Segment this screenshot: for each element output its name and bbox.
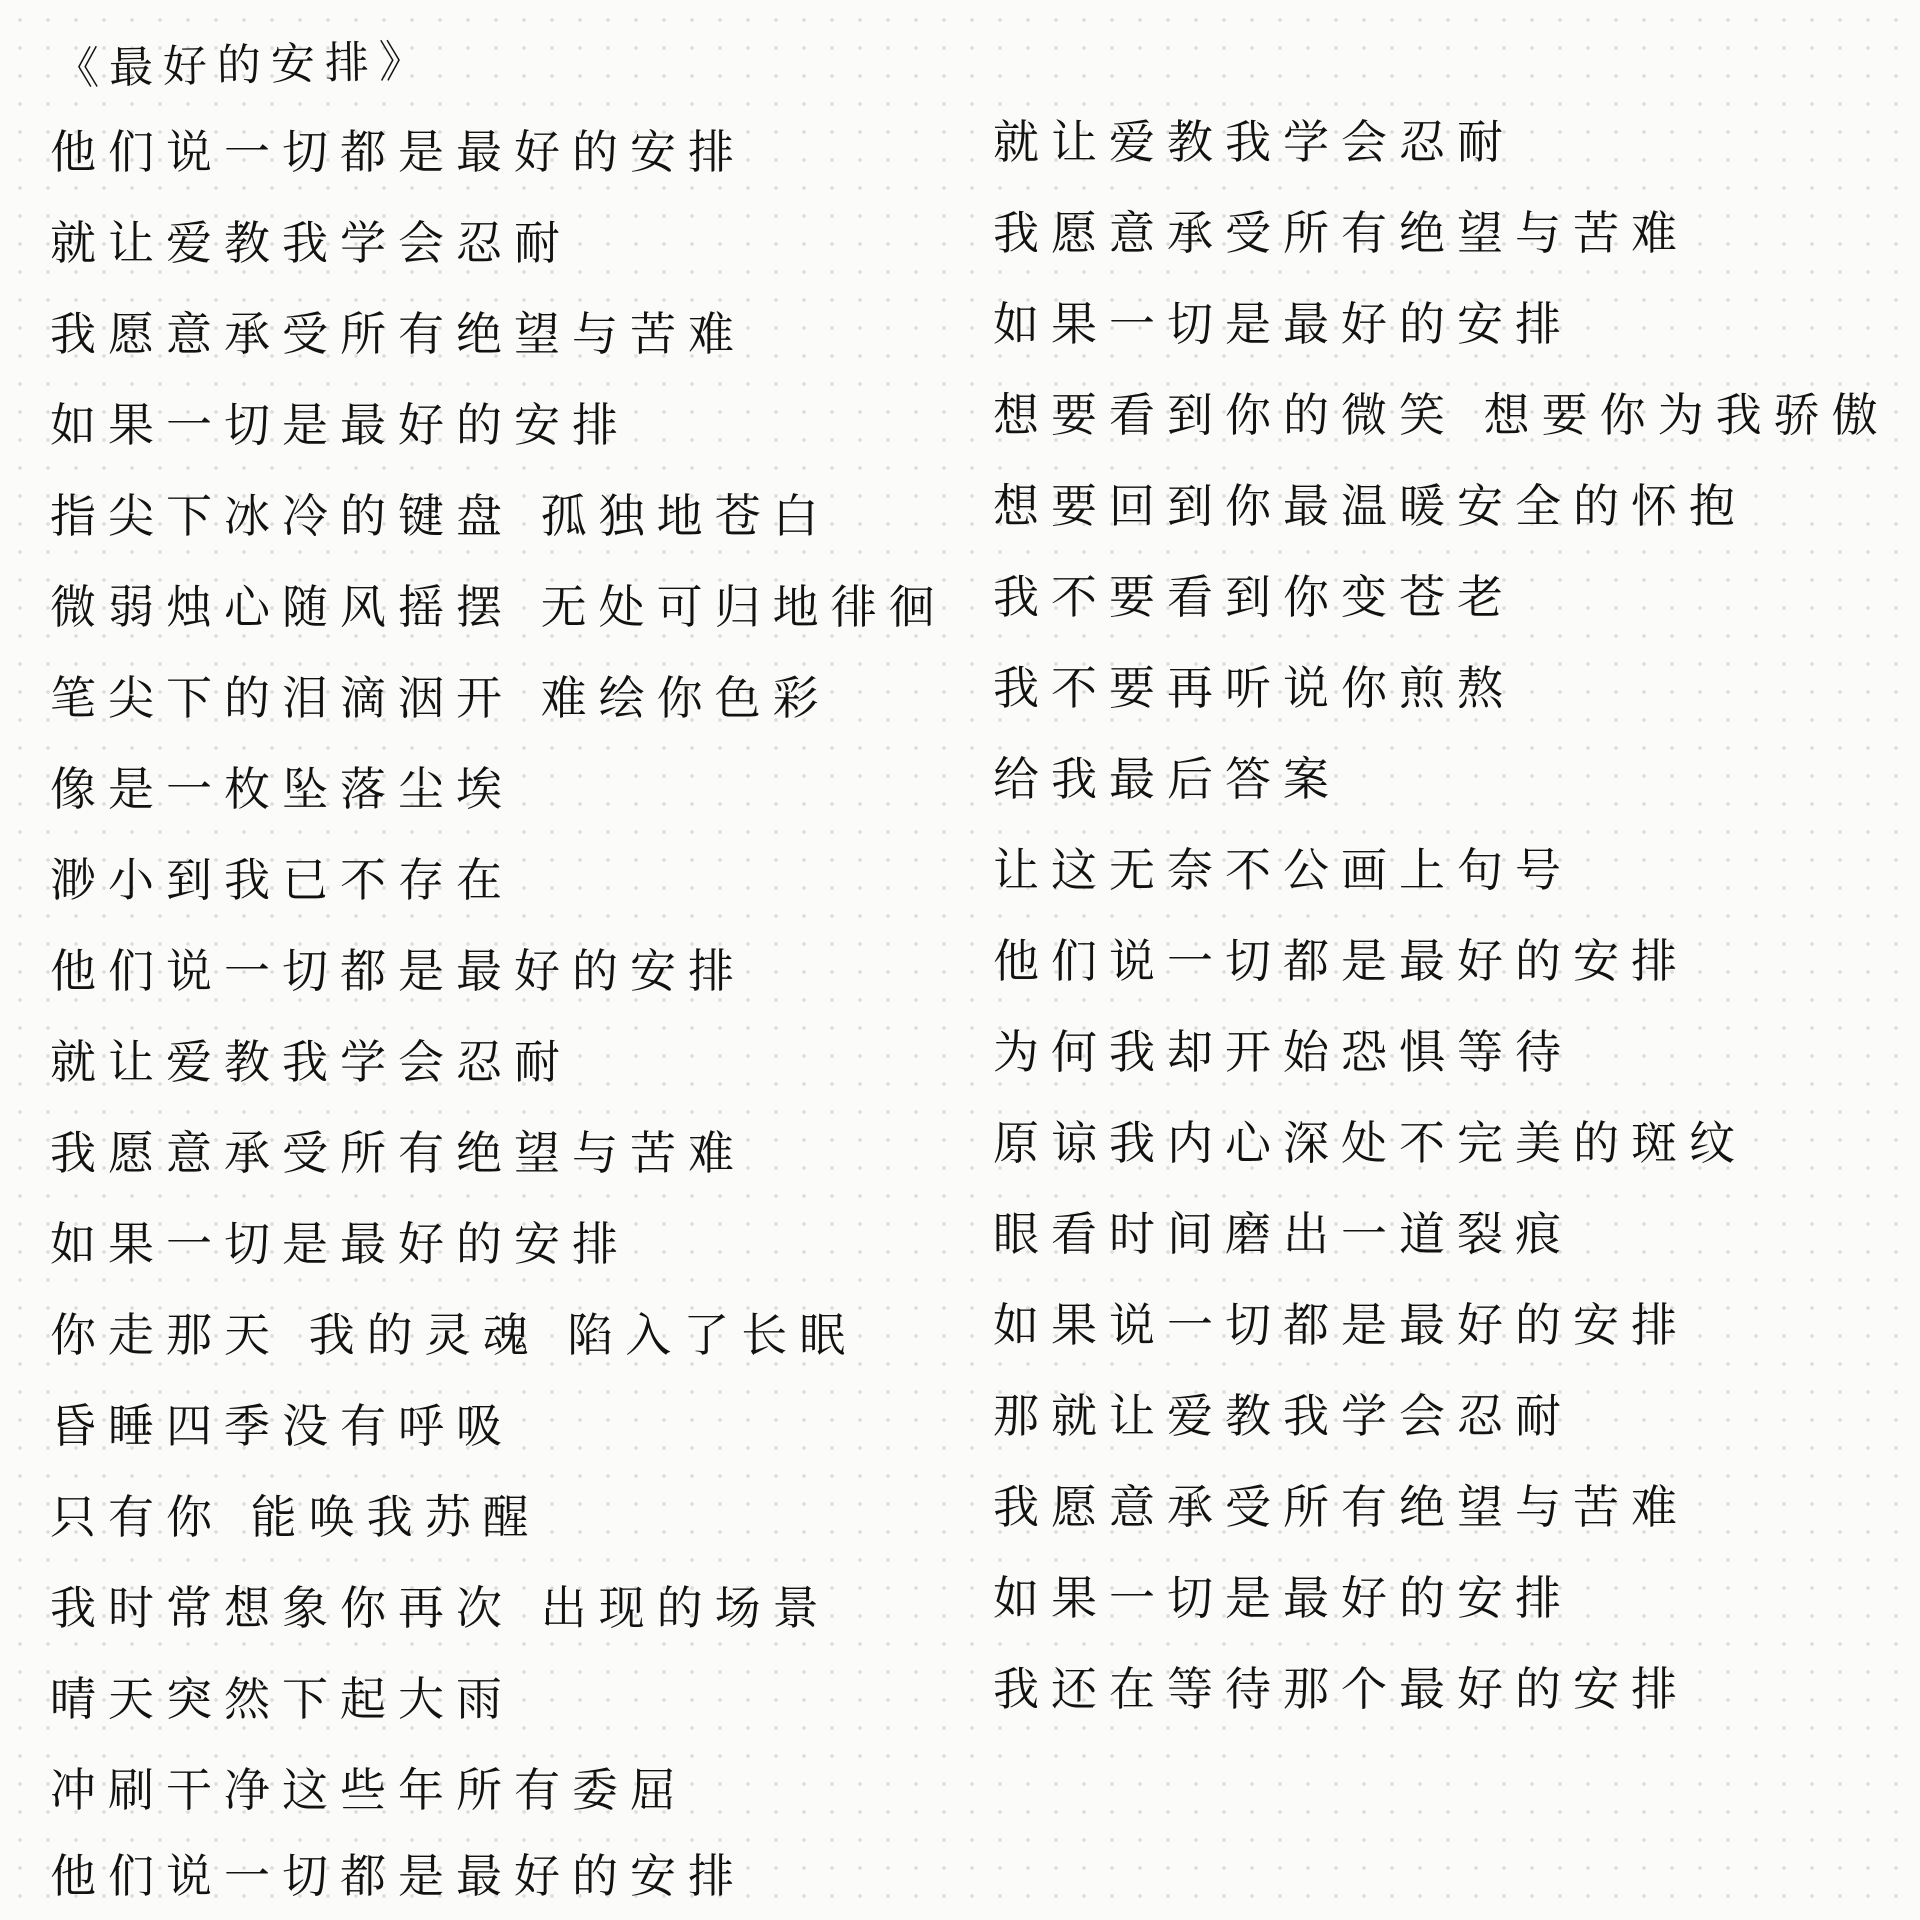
lyric-line: 如果一切是最好的安排 [993,297,1573,351]
lyric-line: 像是一枚坠落尘埃 [50,762,514,816]
lyric-line: 他们说一切都是最好的安排 [50,944,746,998]
lyric-line: 指尖下冰冷的键盘 孤独地苍白 [50,489,831,543]
lyric-line: 原谅我内心深处不完美的斑纹 [993,1116,1747,1170]
lyric-line: 微弱烛心随风摇摆 无处可归地徘徊 [50,580,947,634]
lyric-line: 我愿意承受所有绝望与苦难 [993,206,1689,260]
lyric-line: 你走那天 我的灵魂 陷入了长眠 [50,1308,858,1362]
lyric-line: 如果一切是最好的安排 [50,398,630,452]
lyric-line: 让这无奈不公画上句号 [993,843,1573,897]
lyric-line: 我愿意承受所有绝望与苦难 [50,307,746,361]
lyric-line: 那就让爱教我学会忍耐 [993,1389,1573,1443]
lyric-line: 我还在等待那个最好的安排 [993,1662,1689,1716]
lyric-line: 如果说一切都是最好的安排 [993,1298,1689,1352]
lyric-line: 眼看时间磨出一道裂痕 [993,1207,1573,1261]
lyric-line: 如果一切是最好的安排 [993,1571,1573,1625]
lyric-line: 昏睡四季没有呼吸 [50,1399,514,1453]
lyric-line: 给我最后答案 [993,752,1341,806]
lyric-line: 我不要再听说你煎熬 [993,661,1515,715]
lyric-line: 渺小到我已不存在 [50,853,514,907]
lyric-line: 我愿意承受所有绝望与苦难 [993,1480,1689,1534]
lyric-line: 就让爱教我学会忍耐 [50,216,572,270]
lyric-line: 我不要看到你变苍老 [993,570,1515,624]
lyric-line: 晴天突然下起大雨 [50,1672,514,1726]
lyric-line: 就让爱教我学会忍耐 [50,1035,572,1089]
lyric-line: 他们说一切都是最好的安排 [50,1849,746,1903]
lyric-line: 他们说一切都是最好的安排 [50,125,746,179]
lyric-line: 想要看到你的微笑 想要你为我骄傲 [993,388,1890,442]
lyric-line: 就让爱教我学会忍耐 [993,115,1515,169]
lyric-line: 冲刷干净这些年所有委屈 [50,1763,688,1817]
lyric-line: 为何我却开始恐惧等待 [993,1025,1573,1079]
lyric-line: 如果一切是最好的安排 [50,1217,630,1271]
lyric-line: 想要回到你最温暖安全的怀抱 [993,479,1747,533]
lyric-line: 我时常想象你再次 出现的场景 [50,1581,831,1635]
song-title: 《最好的安排》 [54,36,434,95]
lyric-line: 他们说一切都是最好的安排 [993,934,1689,988]
lyric-line: 我愿意承受所有绝望与苦难 [50,1126,746,1180]
lyric-line: 只有你 能唤我苏醒 [50,1490,541,1544]
lyric-line: 笔尖下的泪滴洇开 难绘你色彩 [50,671,831,725]
